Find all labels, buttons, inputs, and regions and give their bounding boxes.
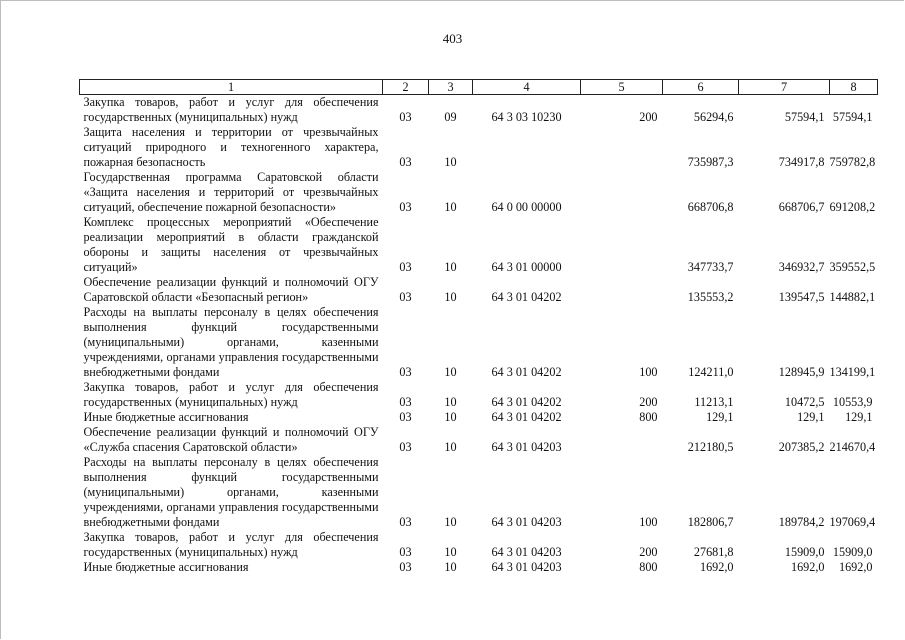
target-article-code: 64 3 01 04202 — [491, 365, 562, 379]
amount-col-6: 27681,8 — [693, 545, 734, 559]
target-article-code — [473, 125, 581, 170]
budget-item-name: Государственная программа Саратовской области «Защита населения и территорий от чрезвычайных ситуаций, обеспечение пожарной безопасности» — [83, 170, 379, 214]
amount-col-7: 57594,1 — [784, 110, 825, 124]
expense-type-code: 200 — [639, 395, 658, 409]
table-row — [80, 95, 878, 126]
expense-type-code: 100 — [639, 365, 658, 379]
subsection-code: 10 — [444, 395, 457, 409]
expense-type-code — [581, 425, 663, 455]
amount-col-7: 128945,9 — [778, 365, 825, 379]
budget-item-name: Обеспечение реализации функций и полномочий ОГУ Саратовской области «Безопасный регион» — [83, 275, 379, 304]
amount-col-6: 668706,8 — [687, 200, 734, 214]
table-row — [80, 560, 878, 575]
table-row — [80, 125, 878, 170]
expense-type-code: 200 — [639, 110, 658, 124]
amount-col-6: 129,1 — [706, 410, 734, 424]
column-header: 3 — [429, 80, 473, 95]
budget-item-name: Закупка товаров, работ и услуг для обеспечения государственных (муниципальных) нужд — [83, 380, 379, 409]
target-article-code: 64 3 01 04203 — [491, 560, 562, 574]
amount-col-7: 1692,0 — [790, 560, 825, 574]
section-code: 03 — [399, 440, 412, 454]
subsection-code: 09 — [444, 110, 457, 124]
column-header: 4 — [473, 80, 581, 95]
subsection-code: 10 — [444, 290, 457, 304]
expense-type-code: 100 — [639, 515, 658, 529]
table-row — [80, 170, 878, 215]
expense-type-code — [581, 215, 663, 275]
amount-col-7: 734917,8 — [778, 155, 825, 169]
section-code: 03 — [399, 365, 412, 379]
table-row — [80, 305, 878, 380]
subsection-code: 10 — [444, 365, 457, 379]
amount-col-7: 189784,2 — [778, 515, 825, 529]
column-header: 6 — [663, 80, 739, 95]
subsection-code: 10 — [444, 260, 457, 274]
section-code: 03 — [399, 560, 412, 574]
amount-col-6: 124211,0 — [688, 365, 734, 379]
amount-col-8: 10553,9 — [832, 395, 873, 409]
table-row — [80, 410, 878, 425]
target-article-code: 64 3 01 04202 — [491, 395, 562, 409]
column-number-row — [80, 80, 878, 95]
expense-type-code: 800 — [639, 410, 658, 424]
expense-type-code: 800 — [639, 560, 658, 574]
amount-col-6: 182806,7 — [687, 515, 734, 529]
amount-col-8: 359552,5 — [829, 260, 876, 274]
section-code: 03 — [399, 290, 412, 304]
budget-item-name: Иные бюджетные ассигнования — [83, 410, 249, 424]
budget-item-name: Закупка товаров, работ и услуг для обеспечения государственных (муниципальных) нужд — [83, 95, 379, 124]
amount-col-8: 197069,4 — [829, 515, 876, 529]
target-article-code: 64 0 00 00000 — [491, 200, 562, 214]
amount-col-8: 214670,4 — [829, 440, 876, 454]
subsection-code: 10 — [444, 200, 457, 214]
table-row — [80, 425, 878, 455]
expense-type-code: 200 — [639, 545, 658, 559]
section-code: 03 — [399, 155, 412, 169]
expense-type-code — [581, 275, 663, 305]
subsection-code: 10 — [444, 560, 457, 574]
amount-col-6: 735987,3 — [687, 155, 734, 169]
column-header: 5 — [581, 80, 663, 95]
amount-col-6: 56294,6 — [693, 110, 734, 124]
section-code: 03 — [399, 260, 412, 274]
budget-item-name: Расходы на выплаты персоналу в целях обеспечения выполнения функций государственными (муниципальными) органами, казенными учреждениями, органами управления государственными внебюджетными фондами — [83, 455, 379, 529]
column-header: 2 — [383, 80, 429, 95]
budget-item-name: Закупка товаров, работ и услуг для обеспечения государственных (муниципальных) нужд — [83, 530, 379, 559]
subsection-code: 10 — [444, 545, 457, 559]
amount-col-8: 57594,1 — [832, 110, 873, 124]
section-code: 03 — [399, 200, 412, 214]
table-row — [80, 275, 878, 305]
column-header: 1 — [80, 80, 383, 95]
target-article-code: 64 3 01 04202 — [491, 410, 562, 424]
amount-col-7: 346932,7 — [778, 260, 825, 274]
amount-col-6: 347733,7 — [687, 260, 734, 274]
budget-item-name: Расходы на выплаты персоналу в целях обеспечения выполнения функций государственными (муниципальными) органами, казенными учреждениями, органами управления государственными внебюджетными фондами — [83, 305, 379, 379]
amount-col-6: 135553,2 — [687, 290, 734, 304]
amount-col-8: 15909,0 — [832, 545, 873, 559]
section-code: 03 — [399, 545, 412, 559]
page-number: 403 — [442, 31, 463, 46]
column-header: 7 — [739, 80, 830, 95]
table-row — [80, 530, 878, 560]
target-article-code: 64 3 01 04203 — [491, 515, 562, 529]
amount-col-8: 134199,1 — [829, 365, 876, 379]
amount-col-7: 10472,5 — [784, 395, 825, 409]
expense-type-code — [581, 170, 663, 215]
section-code: 03 — [399, 410, 412, 424]
amount-col-8: 129,1 — [845, 410, 873, 424]
budget-item-name: Обеспечение реализации функций и полномочий ОГУ «Служба спасения Саратовской области» — [83, 425, 379, 454]
target-article-code: 64 3 01 04203 — [491, 440, 562, 454]
budget-item-name: Защита населения и территории от чрезвычайных ситуаций природного и техногенного характера, пожарная безопасность — [83, 125, 379, 169]
target-article-code: 64 3 01 04203 — [491, 545, 562, 559]
expense-type-code — [581, 125, 663, 170]
amount-col-7: 207385,2 — [778, 440, 825, 454]
amount-col-6: 1692,0 — [699, 560, 734, 574]
budget-item-name: Иные бюджетные ассигнования — [83, 560, 249, 574]
amount-col-8: 759782,8 — [829, 155, 876, 169]
table-body — [80, 95, 878, 576]
subsection-code: 10 — [444, 155, 457, 169]
amount-col-6: 212180,5 — [687, 440, 734, 454]
target-article-code: 64 3 01 00000 — [491, 260, 562, 274]
target-article-code: 64 3 01 04202 — [491, 290, 562, 304]
table-row — [80, 380, 878, 410]
section-code: 03 — [399, 395, 412, 409]
amount-col-7: 139547,5 — [778, 290, 825, 304]
amount-col-7: 129,1 — [797, 410, 825, 424]
subsection-code: 10 — [444, 410, 457, 424]
amount-col-7: 15909,0 — [784, 545, 825, 559]
table-row — [80, 455, 878, 530]
subsection-code: 10 — [444, 440, 457, 454]
budget-table — [79, 79, 878, 575]
amount-col-6: 11213,1 — [694, 395, 734, 409]
table-row — [80, 215, 878, 275]
amount-col-8: 691208,2 — [829, 200, 876, 214]
amount-col-8: 1692,0 — [838, 560, 873, 574]
subsection-code: 10 — [444, 515, 457, 529]
budget-item-name: Комплекс процессных мероприятий «Обеспечение реализации мероприятий в области гражданской обороны и защиты населения от чрезвычайных ситуаций» — [83, 215, 379, 274]
amount-col-8: 144882,1 — [829, 290, 876, 304]
column-header: 8 — [830, 80, 878, 95]
target-article-code: 64 3 03 10230 — [491, 110, 562, 124]
amount-col-7: 668706,7 — [778, 200, 825, 214]
section-code: 03 — [399, 515, 412, 529]
section-code: 03 — [399, 110, 412, 124]
